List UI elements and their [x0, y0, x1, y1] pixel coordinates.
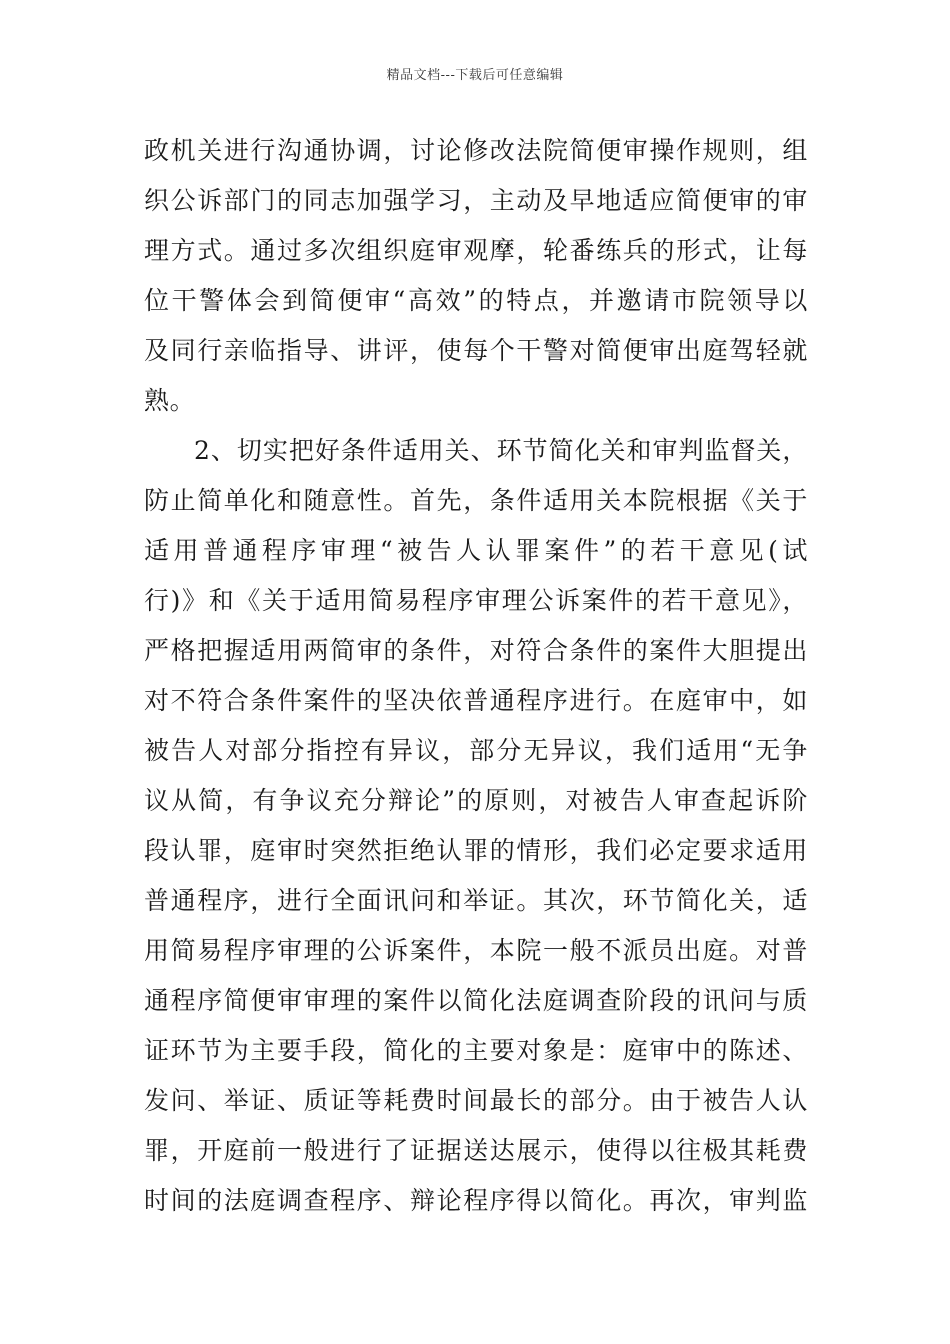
text-line: 严格把握适用两简审的条件，对符合条件的案件大胆提出	[144, 636, 808, 665]
page-header: 精品文档---下载后可任意编辑	[386, 68, 564, 83]
text-line: 时间的法庭调查程序、辩论程序得以简化。再次，审判监	[144, 1186, 808, 1215]
text-line: 织公诉部门的同志加强学习，主动及早地适应简便审的审	[144, 186, 808, 215]
text-line: 2、切实把好条件适用关、环节简化关和审判监督关，	[194, 436, 808, 465]
text-line: 罪，开庭前一般进行了证据送达展示，使得以往极其耗费	[144, 1136, 808, 1165]
paragraph-2	[144, 426, 808, 1226]
text-line: 被告人对部分指控有异议，部分无异议，我们适用“无争	[144, 736, 808, 765]
text-line: 理方式。通过多次组织庭审观摩，轮番练兵的形式，让每	[144, 236, 808, 265]
text-line: 熟。	[144, 386, 196, 415]
text-line: 政机关进行沟通协调，讨论修改法院简便审操作规则，组	[144, 136, 808, 165]
text-line: 段认罪，庭审时突然拒绝认罪的情形，我们必定要求适用	[144, 836, 808, 865]
text-line: 及同行亲临指导、讲评，使每个干警对简便审出庭驾轻就	[144, 336, 808, 365]
text-line: 防止简单化和随意性。首先，条件适用关本院根据《关于	[144, 486, 808, 515]
text-line: 适用普通程序审理“被告人认罪案件”的若干意见(试	[144, 536, 808, 565]
document-body	[144, 126, 808, 1226]
text-line: 通程序简便审审理的案件以简化法庭调查阶段的讯问与质	[144, 986, 808, 1015]
text-line: 位干警体会到简便审“高效”的特点，并邀请市院领导以	[144, 286, 808, 315]
text-line: 普通程序，进行全面讯问和举证。其次，环节简化关，适	[144, 886, 808, 915]
text-line: 发问、举证、质证等耗费时间最长的部分。由于被告人认	[144, 1086, 808, 1115]
text-line: 证环节为主要手段，简化的主要对象是：庭审中的陈述、	[144, 1036, 808, 1065]
text-line: 用简易程序审理的公诉案件，本院一般不派员出庭。对普	[144, 936, 808, 965]
text-line: 议从简，有争议充分辩论”的原则，对被告人审查起诉阶	[144, 786, 808, 815]
text-line: 对不符合条件案件的坚决依普通程序进行。在庭审中，如	[144, 686, 808, 715]
text-line: 行)》和《关于适用简易程序审理公诉案件的若干意见》，	[144, 586, 808, 615]
paragraph-1	[144, 126, 808, 426]
